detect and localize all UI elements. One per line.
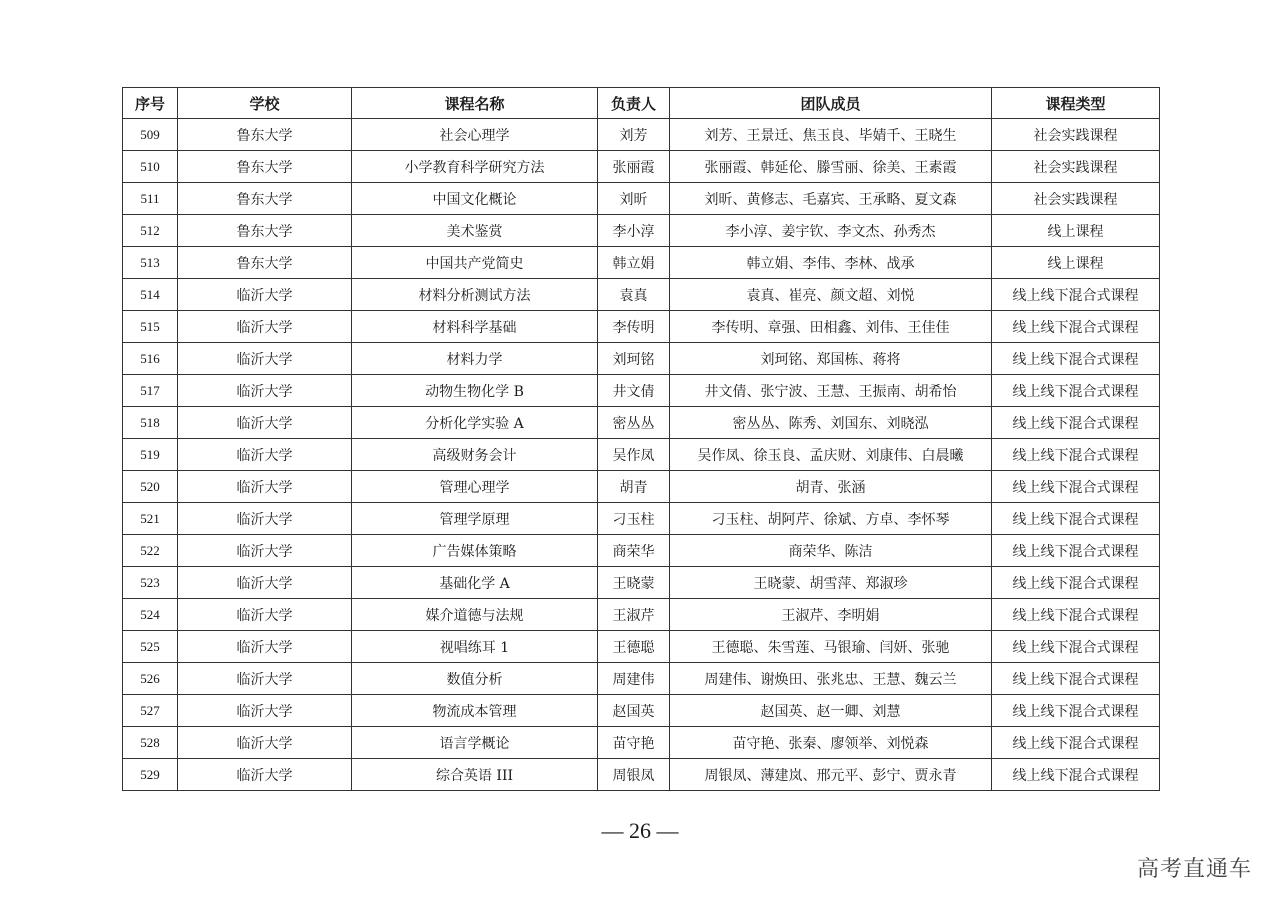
cell-team-members: 密丛丛、陈秀、刘国东、刘晓泓 — [670, 407, 992, 439]
cell-no: 516 — [123, 343, 178, 375]
cell-course-type: 社会实践课程 — [992, 183, 1160, 215]
cell-course-name: 动物生物化学 B — [352, 375, 598, 407]
page-number: — 26 — — [601, 818, 679, 843]
cell-course-type: 线上线下混合式课程 — [992, 535, 1160, 567]
table-row — [123, 663, 1160, 695]
cell-school: 临沂大学 — [178, 535, 352, 567]
cell-no: 522 — [123, 535, 178, 567]
table-row — [123, 631, 1160, 663]
table-row — [123, 343, 1160, 375]
cell-team-members: 王晓蒙、胡雪萍、郑淑珍 — [670, 567, 992, 599]
cell-school: 鲁东大学 — [178, 119, 352, 151]
cell-course-name: 材料分析测试方法 — [352, 279, 598, 311]
table-row — [123, 535, 1160, 567]
cell-course-name: 中国共产党简史 — [352, 247, 598, 279]
cell-course-name: 管理学原理 — [352, 503, 598, 535]
cell-team-members: 刘芳、王景迁、焦玉良、毕婧千、王晓生 — [670, 119, 992, 151]
cell-course-type: 社会实践课程 — [992, 151, 1160, 183]
cell-leader: 王晓蒙 — [598, 567, 670, 599]
cell-course-type: 线上线下混合式课程 — [992, 471, 1160, 503]
cell-no: 527 — [123, 695, 178, 727]
cell-course-name: 中国文化概论 — [352, 183, 598, 215]
table-row — [123, 215, 1160, 247]
cell-course-type: 线上线下混合式课程 — [992, 375, 1160, 407]
table-row — [123, 727, 1160, 759]
cell-school: 临沂大学 — [178, 503, 352, 535]
cell-leader: 赵国英 — [598, 695, 670, 727]
cell-school: 临沂大学 — [178, 631, 352, 663]
cell-team-members: 刘昕、黄修志、毛嘉宾、王承略、夏文森 — [670, 183, 992, 215]
table-row — [123, 279, 1160, 311]
cell-school: 临沂大学 — [178, 375, 352, 407]
cell-team-members: 吴作凤、徐玉良、孟庆财、刘康伟、白晨曦 — [670, 439, 992, 471]
table-header-row — [123, 88, 1160, 119]
cell-team-members: 李小淳、姜宇钦、李文杰、孙秀杰 — [670, 215, 992, 247]
cell-course-type: 线上线下混合式课程 — [992, 727, 1160, 759]
cell-team-members: 刁玉柱、胡阿芹、徐斌、方卓、李怀琴 — [670, 503, 992, 535]
cell-school: 鲁东大学 — [178, 183, 352, 215]
table-row — [123, 407, 1160, 439]
cell-no: 518 — [123, 407, 178, 439]
header-school: 学校 — [178, 88, 352, 119]
table-row — [123, 567, 1160, 599]
cell-school: 鲁东大学 — [178, 151, 352, 183]
cell-no: 526 — [123, 663, 178, 695]
cell-leader: 刘昕 — [598, 183, 670, 215]
cell-leader: 井文倩 — [598, 375, 670, 407]
cell-school: 临沂大学 — [178, 407, 352, 439]
watermark-text: 高考直通车 — [1136, 857, 1252, 882]
cell-no: 519 — [123, 439, 178, 471]
cell-leader: 商荣华 — [598, 535, 670, 567]
cell-course-name: 语言学概论 — [352, 727, 598, 759]
table-row — [123, 471, 1160, 503]
cell-no: 515 — [123, 311, 178, 343]
cell-leader: 刘芳 — [598, 119, 670, 151]
table-body — [123, 119, 1160, 791]
cell-leader: 刘珂铭 — [598, 343, 670, 375]
table-row — [123, 503, 1160, 535]
cell-leader: 吴作凤 — [598, 439, 670, 471]
table-row — [123, 183, 1160, 215]
cell-school: 临沂大学 — [178, 759, 352, 791]
cell-leader: 王淑芹 — [598, 599, 670, 631]
cell-leader: 胡青 — [598, 471, 670, 503]
cell-no: 525 — [123, 631, 178, 663]
cell-no: 523 — [123, 567, 178, 599]
cell-no: 521 — [123, 503, 178, 535]
cell-course-name: 高级财务会计 — [352, 439, 598, 471]
cell-leader: 张丽霞 — [598, 151, 670, 183]
cell-no: 511 — [123, 183, 178, 215]
cell-course-type: 线上线下混合式课程 — [992, 407, 1160, 439]
cell-course-name: 媒介道德与法规 — [352, 599, 598, 631]
cell-course-name: 材料力学 — [352, 343, 598, 375]
header-team-members: 团队成员 — [670, 88, 992, 119]
cell-leader: 周银凤 — [598, 759, 670, 791]
cell-school: 临沂大学 — [178, 599, 352, 631]
cell-course-type: 线上线下混合式课程 — [992, 279, 1160, 311]
cell-school: 鲁东大学 — [178, 215, 352, 247]
cell-school: 临沂大学 — [178, 279, 352, 311]
cell-team-members: 王德聪、朱雪莲、马银瑜、闫妍、张驰 — [670, 631, 992, 663]
cell-course-type: 线上线下混合式课程 — [992, 599, 1160, 631]
cell-course-name: 数值分析 — [352, 663, 598, 695]
cell-course-type: 线上课程 — [992, 247, 1160, 279]
cell-team-members: 韩立娟、李伟、李林、战承 — [670, 247, 992, 279]
cell-school: 临沂大学 — [178, 343, 352, 375]
table-row — [123, 599, 1160, 631]
cell-no: 528 — [123, 727, 178, 759]
header-course-type: 课程类型 — [992, 88, 1160, 119]
cell-no: 520 — [123, 471, 178, 503]
cell-no: 510 — [123, 151, 178, 183]
cell-no: 513 — [123, 247, 178, 279]
cell-course-name: 分析化学实验 A — [352, 407, 598, 439]
cell-school: 临沂大学 — [178, 471, 352, 503]
cell-no: 529 — [123, 759, 178, 791]
cell-leader: 李传明 — [598, 311, 670, 343]
cell-leader: 袁真 — [598, 279, 670, 311]
cell-course-type: 社会实践课程 — [992, 119, 1160, 151]
cell-school: 临沂大学 — [178, 695, 352, 727]
header-leader: 负责人 — [598, 88, 670, 119]
cell-school: 临沂大学 — [178, 567, 352, 599]
cell-course-type: 线上线下混合式课程 — [992, 311, 1160, 343]
cell-course-name: 广告媒体策略 — [352, 535, 598, 567]
cell-leader: 韩立娟 — [598, 247, 670, 279]
table-row — [123, 695, 1160, 727]
cell-course-type: 线上线下混合式课程 — [992, 343, 1160, 375]
cell-leader: 李小淳 — [598, 215, 670, 247]
table-row — [123, 151, 1160, 183]
cell-course-type: 线上线下混合式课程 — [992, 503, 1160, 535]
cell-team-members: 张丽霞、韩延伦、滕雪丽、徐美、王素霞 — [670, 151, 992, 183]
cell-team-members: 刘珂铭、郑国栋、蒋将 — [670, 343, 992, 375]
table-row — [123, 375, 1160, 407]
cell-team-members: 王淑芹、李明娟 — [670, 599, 992, 631]
cell-leader: 王德聪 — [598, 631, 670, 663]
cell-leader: 周建伟 — [598, 663, 670, 695]
cell-course-name: 视唱练耳 1 — [352, 631, 598, 663]
cell-course-name: 材料科学基础 — [352, 311, 598, 343]
cell-team-members: 胡青、张涵 — [670, 471, 992, 503]
cell-course-type: 线上线下混合式课程 — [992, 663, 1160, 695]
cell-team-members: 赵国英、赵一卿、刘慧 — [670, 695, 992, 727]
table-row — [123, 311, 1160, 343]
cell-course-name: 小学教育科学研究方法 — [352, 151, 598, 183]
cell-team-members: 商荣华、陈洁 — [670, 535, 992, 567]
cell-school: 临沂大学 — [178, 727, 352, 759]
cell-team-members: 周银凤、薄建岚、邢元平、彭宁、贾永青 — [670, 759, 992, 791]
cell-team-members: 苗守艳、张秦、廖领举、刘悦森 — [670, 727, 992, 759]
cell-leader: 密丛丛 — [598, 407, 670, 439]
table-row — [123, 439, 1160, 471]
cell-team-members: 周建伟、谢焕田、张兆忠、王慧、魏云兰 — [670, 663, 992, 695]
cell-no: 514 — [123, 279, 178, 311]
cell-course-type: 线上线下混合式课程 — [992, 631, 1160, 663]
cell-course-name: 社会心理学 — [352, 119, 598, 151]
cell-team-members: 李传明、章强、田相鑫、刘伟、王佳佳 — [670, 311, 992, 343]
cell-school: 鲁东大学 — [178, 247, 352, 279]
cell-no: 512 — [123, 215, 178, 247]
cell-no: 524 — [123, 599, 178, 631]
cell-course-type: 线上线下混合式课程 — [992, 759, 1160, 791]
table-row — [123, 119, 1160, 151]
cell-course-type: 线上线下混合式课程 — [992, 567, 1160, 599]
cell-course-type: 线上线下混合式课程 — [992, 439, 1160, 471]
course-table — [122, 87, 1160, 791]
cell-team-members: 井文倩、张宁波、王慧、王振南、胡希怡 — [670, 375, 992, 407]
cell-team-members: 袁真、崔亮、颜文超、刘悦 — [670, 279, 992, 311]
table-row — [123, 759, 1160, 791]
cell-school: 临沂大学 — [178, 311, 352, 343]
cell-course-name: 综合英语 III — [352, 759, 598, 791]
cell-course-name: 基础化学 A — [352, 567, 598, 599]
cell-no: 509 — [123, 119, 178, 151]
cell-leader: 刁玉柱 — [598, 503, 670, 535]
cell-school: 临沂大学 — [178, 663, 352, 695]
cell-course-type: 线上线下混合式课程 — [992, 695, 1160, 727]
table-row — [123, 247, 1160, 279]
cell-school: 临沂大学 — [178, 439, 352, 471]
cell-leader: 苗守艳 — [598, 727, 670, 759]
cell-course-name: 物流成本管理 — [352, 695, 598, 727]
cell-no: 517 — [123, 375, 178, 407]
cell-course-name: 管理心理学 — [352, 471, 598, 503]
cell-course-type: 线上课程 — [992, 215, 1160, 247]
header-no: 序号 — [123, 88, 178, 119]
cell-course-name: 美术鉴赏 — [352, 215, 598, 247]
header-course-name: 课程名称 — [352, 88, 598, 119]
